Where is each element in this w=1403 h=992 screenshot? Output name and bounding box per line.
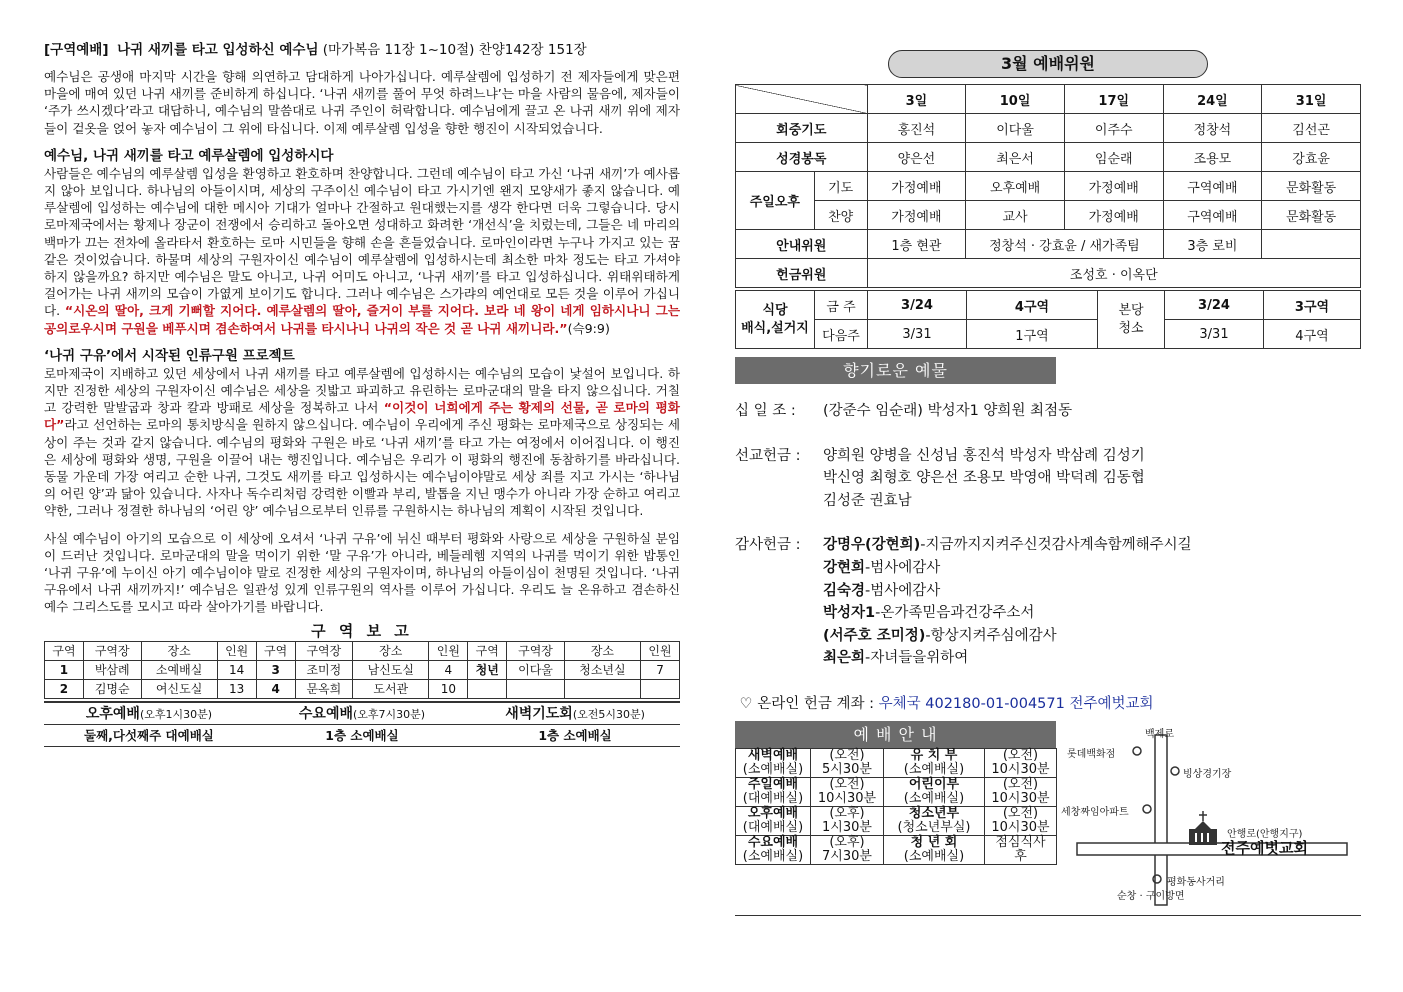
cell: (오전) 10시30분	[985, 748, 1057, 777]
cell: 3/24	[1165, 291, 1264, 320]
church-map	[1057, 721, 1361, 935]
paragraph-2-text: 사람들은 예수님의 예루살렘 입성을 환영하고 환호하며 찬양합니다. 그런데 예수님이 타고 가신 ‘나귀 새끼’가 예사롭지 않아 보입니다. 하나님의 아들이시며, 세상의 구주이신 예수님이 타고 가시기엔 왠지 모양새가 좋지 않습니다. 예루살렘에 입성하는 예수님에 대한 메시아 기대가 얼마나 간절하고 원대했는지를 생각 한다면 더욱 그렇습니다. 당시 로마제국에서는 황제나 장군이 전쟁에서 승리하고 돌아오면 성대하고 화려한 ‘개선식’을 치렀는데, 그들은 네 마리의 백마가 끄는 전차에 올라타서 환호하는 로마 시민들을 향해 손을 흔들었습니다. 로마인이라면 누구나 가지고 있는 꿈같은 것이었습니다. 하물며 세상의 구원자이신 예수님이 예루살렘에 입성하시는데 최소한 마차 정도는 타고 가셔야 하지 않을까요? 하지만 예수님은 말도 아니고, 나귀 어미도 아니고, ‘나귀 새끼’를 타고 입성하십니다. 위태위태하게 걸어가는 나귀 새끼의 모습이 가엾게 보이기도 합니다. 그러나 예수님은 스가랴의 예언대로 모든 것을 이루어 가십니다.	[44, 165, 680, 319]
thanks-item: 최은희-자녀들을위하여	[823, 650, 969, 667]
cell	[564, 679, 640, 698]
service-schedule	[44, 701, 680, 747]
date-cell: 17일	[1064, 85, 1163, 114]
heart-icon: ♡	[739, 695, 753, 712]
roster-table	[735, 84, 1361, 288]
table-row	[736, 143, 1361, 172]
header-cell: 장소	[353, 641, 429, 660]
cell: 4구역	[1264, 320, 1361, 349]
corner-cell	[736, 85, 868, 114]
table-row	[736, 806, 1057, 835]
section-3-title: ‘나귀 구유’에서 시작된 인류구원 프로젝트	[44, 347, 295, 364]
meal-label: 식당 배식,설거지	[736, 291, 815, 349]
cell: 청소년부 (청소년부실)	[884, 806, 985, 835]
thanks-item: (서주호 조미정)-항상지켜주심에감사	[823, 627, 1057, 644]
thanks-item: 박성자1-온가족믿음과건강주소서	[823, 605, 1035, 622]
map-bottom: 순창 · 구이방면	[1117, 890, 1185, 902]
row-label: 헌금위원	[736, 259, 868, 288]
row-label: 회중기도	[736, 114, 868, 143]
list-item	[735, 400, 1361, 423]
table-row	[736, 172, 1361, 201]
table-row	[736, 291, 1361, 320]
dept-store-marker	[1133, 747, 1141, 755]
worship-guide	[735, 721, 1361, 935]
cell: 4구역	[967, 291, 1098, 320]
offering-band: 향기로운 예물	[735, 357, 1056, 384]
date-cell: 31일	[1262, 85, 1361, 114]
thanks-item: 김숙경-범사에감사	[823, 582, 941, 599]
service-wednesday: 수요예배(오후7시30분)	[254, 702, 470, 725]
table-row	[736, 320, 1361, 349]
cell	[641, 679, 680, 698]
cell: 이주수	[1064, 114, 1163, 143]
rink-marker	[1171, 767, 1179, 775]
tithe-label: 십 일 조 :	[735, 403, 796, 419]
table-row	[45, 641, 680, 660]
date-cell: 24일	[1163, 85, 1262, 114]
sermon-header	[44, 40, 680, 60]
cell: 최은서	[966, 143, 1065, 172]
paragraph-1: 예수님은 공생애 마지막 시간을 향해 의연하고 담대하게 나아가십니다. 예루살렘에 입성하기 전 제자들에게 맞은편 마을에 매여 있던 나귀 새끼를 준비하게 하십니다. ‘나귀 새끼를 풀어 무엇 하려느냐’는 마을 사람의 물음에, 제자들이 ‘주가 쓰시겠다’라고 대답하니, 예수님의 말씀대로 나귀 주인이 허락합니다. 예수님에게 끌고 온 나귀 새끼 위에 제자들이 겉옷을 얹어 놓자 예수님이 그 위에 타십니다. 이제 예루살렘 입성을 향한 행진이 시작되었습니다.	[44, 69, 680, 136]
cell: 1구역	[967, 320, 1098, 349]
zechariah-quote: “시온의 딸아, 크게 기뻐할 지어다. 예루살렘의 딸아, 즐거이 부를 지어다. 보라 네 왕이 네게 임하시나니 그는 공의로우시며 구원을 베푸시며 겸손하여서 나귀를 타시나니 나귀의 작은 것 곧 나귀 새끼니라.”	[44, 303, 680, 336]
table-row	[736, 201, 1361, 230]
table-row	[44, 702, 680, 725]
roster-title: 3월 예배위원	[888, 50, 1208, 78]
header-cell: 구역장	[295, 641, 353, 660]
cell: 문화활동	[1262, 201, 1361, 230]
sermon-ref: (마가복음 11장 1~10절)	[322, 42, 475, 58]
cell: (오후) 7시30분	[811, 835, 884, 864]
cell: 4	[256, 679, 295, 698]
table-row	[44, 724, 680, 746]
cell	[1262, 230, 1361, 259]
cell: 이다울	[966, 114, 1065, 143]
header-cell: 구역	[256, 641, 295, 660]
table-row	[736, 230, 1361, 259]
cell: 주일예배 (대예배실)	[736, 777, 811, 806]
cell: 3층 로비	[1163, 230, 1262, 259]
cell: 4	[429, 660, 468, 679]
row-label: 성경봉독	[736, 143, 868, 172]
table-row	[45, 660, 680, 679]
service-dawn: 새벽기도회(오전5시30분)	[470, 702, 680, 725]
table-row	[736, 748, 1057, 777]
paragraph-3a: 로마제국이 지배하고 있던 세상에서 나귀 새끼를 타고 예루살렘에 입성하시는 예수님의 모습이 낯설어 보입니다. 하지만 진정한 세상의 구원자이신 예수님은 세상을 짓밟고 파괴하고 유린하는 로마군대의 말을 타지 않으십니다. 거칠고 강력한 말발굽과 창과 칼과 방패로 세상을 정복하고 나서	[44, 365, 680, 416]
sermon-hymn: 찬양142장 151장	[478, 42, 587, 58]
next-week-label: 다음주	[815, 320, 868, 349]
quote-ref: (슥9:9)	[567, 320, 610, 336]
online-sep: :	[869, 695, 874, 712]
cell: 10	[429, 679, 468, 698]
sermon-column	[44, 40, 680, 747]
cell: 가정예배	[867, 172, 966, 201]
cell: 소예배실	[141, 660, 217, 679]
this-week-label: 금 주	[815, 291, 868, 320]
cell: 오후예배 (대예배실)	[736, 806, 811, 835]
cell: 청소년실	[564, 660, 640, 679]
cell: 점심식사 후	[985, 835, 1057, 864]
mission-label: 선교헌금 :	[735, 447, 801, 464]
worship-band: 예 배 안 내	[735, 721, 1056, 748]
paragraph-2	[44, 165, 680, 337]
list-item	[735, 445, 1361, 513]
service-afternoon: 오후예배(오후1시30분)	[44, 702, 254, 725]
cell: 새벽예배 (소예배실)	[736, 748, 811, 777]
thanks-names	[823, 534, 1361, 670]
table-row	[736, 259, 1361, 288]
cell: 박삼례	[83, 660, 141, 679]
cell: 가정예배	[1064, 172, 1163, 201]
cell	[468, 679, 507, 698]
header-cell: 구역	[45, 641, 84, 660]
map-road-right: 안행로(안행지구)	[1227, 828, 1303, 840]
district-report-table	[44, 641, 680, 699]
header-cell: 장소	[141, 641, 217, 660]
cell: 청년	[468, 660, 507, 679]
cell: 1층 현관	[867, 230, 966, 259]
thanks-item: 강현희-범사에감사	[823, 559, 941, 576]
map-church: 전주예벗교회	[1221, 838, 1308, 857]
cell: 구역예배	[1163, 172, 1262, 201]
cell: 청 년 회 (소예배실)	[884, 835, 985, 864]
table-row	[736, 835, 1057, 864]
rome-quote: “이것이 너희에게 주는 황제의 선물, 곧 로마의 평화다”	[44, 400, 680, 433]
cell: 홍진석	[867, 114, 966, 143]
map-road-top: 백제로	[1145, 728, 1174, 740]
header-cell: 구역장	[83, 641, 141, 660]
cell: 양은선	[867, 143, 966, 172]
mission-names: 양희원 양병을 신성님 홍진석 박성자 박삼례 김성기 박신영 최형호 양은선 조용모 박영애 박덕례 김동협 김성준 권효남	[823, 447, 1145, 509]
sermon-tag: [구역예배]	[44, 42, 109, 58]
header-cell: 장소	[564, 641, 640, 660]
cell: 3/24	[868, 291, 967, 320]
map-crossroad: 평화동사거리	[1167, 876, 1225, 888]
header-cell: 구역장	[507, 641, 565, 660]
church-icon	[1189, 811, 1217, 845]
cell: 김명순	[83, 679, 141, 698]
cell: (오전) 5시30분	[811, 748, 884, 777]
section-2-title: 예수님, 나귀 새끼를 타고 예루살렘에 입성하시다	[44, 147, 334, 164]
service-wednesday-place: 1층 소예배실	[254, 724, 470, 746]
cell: (오전) 10시30분	[985, 777, 1057, 806]
cell: 3/31	[868, 320, 967, 349]
table-row	[45, 679, 680, 698]
row-label: 주일오후	[736, 172, 815, 230]
worship-table	[735, 748, 1057, 865]
cell: 이다울	[507, 660, 565, 679]
online-label: 온라인 헌금 계좌	[757, 695, 865, 712]
cell: 오후예배	[966, 172, 1065, 201]
map-dept-store: 롯데백화점	[1067, 748, 1116, 760]
cell: 임순래	[1064, 143, 1163, 172]
cell	[507, 679, 565, 698]
cell: 강효윤	[1262, 143, 1361, 172]
cell: 유 치 부 (소예배실)	[884, 748, 985, 777]
cell: 가정예배	[1064, 201, 1163, 230]
cell: 조성호 · 이옥단	[867, 259, 1360, 288]
cell: 문옥희	[295, 679, 353, 698]
paragraph-3	[44, 365, 680, 520]
sub-label: 찬양	[814, 201, 867, 230]
date-cell: 3일	[867, 85, 966, 114]
table-row	[736, 114, 1361, 143]
cell: 문화활동	[1262, 172, 1361, 201]
cell: 조미정	[295, 660, 353, 679]
cell: 가정예배	[867, 201, 966, 230]
cell: 수요예배 (소예배실)	[736, 835, 811, 864]
header-cell: 구역	[468, 641, 507, 660]
sermon-title: 나귀 새끼를 타고 입성하신 예수님	[117, 42, 319, 58]
cell: 어린이부 (소예배실)	[884, 777, 985, 806]
cell: 정창석 · 강효윤 / 새가족팀	[966, 230, 1163, 259]
clean-label: 본당 청소	[1098, 291, 1165, 349]
cell: 구역예배	[1163, 201, 1262, 230]
thanks-item: 강명우(강현희)-지금까지지켜주신것감사계속함께해주시길	[823, 537, 1192, 554]
cell: 남신도실	[353, 660, 429, 679]
table-row	[736, 85, 1361, 114]
thanks-label: 감사헌금 :	[735, 537, 801, 554]
cell: 14	[217, 660, 256, 679]
online-offering	[735, 692, 1361, 713]
cell: 3	[256, 660, 295, 679]
cell: 7	[641, 660, 680, 679]
paragraph-4: 사실 예수님이 아기의 모습으로 이 세상에 오셔서 ‘나귀 구유’에 뉘신 때부터 평화와 사랑으로 세상을 구원하실 분임이 드러난 것입니다. 로마군대의 말을 먹이기 위한 ‘말 구유’가 아니라, 베들레헴 지역의 나귀를 먹이기 위한 밥통인 ‘나귀 구유’에 누이신 아기 예수님이야 말로 진정한 세상의 구원자이며, 하나님의 아들이심이 천명된 것입니다. ‘나귀 구유에서 나귀 새끼까지!’ 예수님은 일관성 있게 인류구원의 역사를 이루어 가십니다. 우리도 늘 온유하고 겸손하신 예수 그리스도를 모시고 따라 살아가기를 바랍니다.	[44, 530, 680, 615]
cell: 3구역	[1264, 291, 1361, 320]
header-cell: 인원	[217, 641, 256, 660]
cell: 도서관	[353, 679, 429, 698]
tithe-names: (강준수 임순래) 박성자1 양희원 최점동	[823, 403, 1073, 419]
map-rink: 빙상경기장	[1183, 768, 1232, 780]
cell: 여신도실	[141, 679, 217, 698]
district-report-title: 구 역 보 고	[311, 621, 413, 640]
cell: 13	[217, 679, 256, 698]
cell: (오전) 10시30분	[985, 806, 1057, 835]
cell: 2	[45, 679, 84, 698]
table-row	[736, 777, 1057, 806]
bulletin-column	[735, 50, 1361, 916]
cell: 조용모	[1163, 143, 1262, 172]
sub-label: 기도	[814, 172, 867, 201]
service-dawn-place: 1층 소예배실	[470, 724, 680, 746]
date-cell: 10일	[966, 85, 1065, 114]
paragraph-3b: 라고 선언하는 로마의 통치방식을 원하지 않으십니다. 예수님이 우리에게 주신 평화는 로마제국으로 상징되는 세상이 주는 것과 같지 않습니다. 예수님의 평화와 구원은 바로 ‘나귀 새끼’를 타고 가는 여정에서 이어집니다. 이 행진은 세상에 평화와 생명, 구원을 이끌어 내는 행진입니다. 예수님은 우리가 이 평화의 행진에 동참하기를 바라십니다. 동물 가운데 가장 여리고 순한 나귀, 그것도 새끼를 타고 입성하시는 예수님이야말로 세상 죄를 지고 가시는 ‘하나님의 어린 양’과 닮아 있습니다. 사자나 독수리처럼 강력한 이빨과 부리, 발톱을 지닌 맹수가 아니라 가장 순하고 여리고 약한, 그러나 정결한 하나님의 ‘어린 양’ 예수님으로부터 인류를 구원하시는 하나님의 계획이 시작된 것입니다.	[44, 417, 680, 519]
cell: (오후) 1시30분	[811, 806, 884, 835]
service-afternoon-place: 둘째,다섯째주 대예배실	[44, 724, 254, 746]
cell: 3/31	[1165, 320, 1264, 349]
apt-marker	[1143, 805, 1151, 813]
map-apt: 세창짜임아파트	[1061, 806, 1129, 818]
cell: 1	[45, 660, 84, 679]
cell: 김선곤	[1262, 114, 1361, 143]
cell: (오전) 10시30분	[811, 777, 884, 806]
offering-list	[735, 400, 1361, 670]
cell: 정창석	[1163, 114, 1262, 143]
header-cell: 인원	[429, 641, 468, 660]
row-label: 안내위원	[736, 230, 868, 259]
meal-table	[735, 290, 1361, 349]
header-cell: 인원	[641, 641, 680, 660]
account-number: 우체국 402180-01-004571 전주예벗교회	[878, 695, 1154, 712]
cell: 교사	[966, 201, 1065, 230]
list-item	[735, 534, 1361, 670]
